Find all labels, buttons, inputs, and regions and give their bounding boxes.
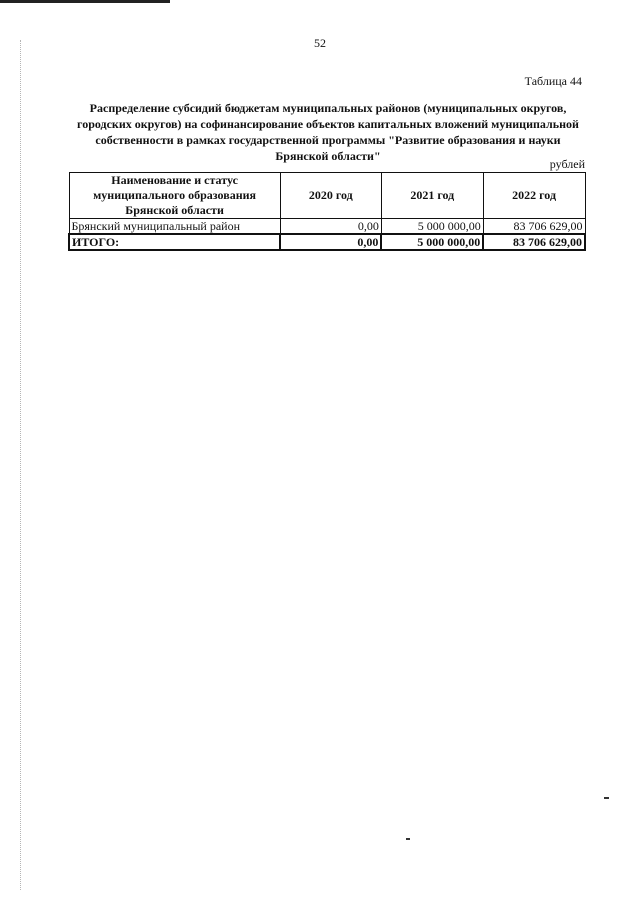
total-2020: 0,00 [280,234,381,250]
cell-2022: 83 706 629,00 [483,219,585,235]
cell-municipality: Брянский муниципальный район [69,219,280,235]
header-2020: 2020 год [280,173,381,219]
table-header-row [69,173,585,219]
header-2021: 2021 год [381,173,483,219]
page-number: 52 [314,36,326,50]
table-label: Таблица 44 [524,74,582,88]
total-2022: 83 706 629,00 [483,234,585,250]
subsidies-table [68,172,586,251]
currency-note: рублей [549,157,585,171]
table-total-row [69,234,585,250]
total-2021: 5 000 000,00 [381,234,483,250]
document-title: Распределение субсидий бюджетам муниципальных районов (муниципальных округов, городских округов) на софинансирование объектов капитальных вложений муниципальной собственности в рамках государственной программы "Развитие образования и науки Брянской области" [77,101,579,163]
top-rule [0,0,170,3]
header-name: Наименование и статус муниципального образования Брянской области [69,173,280,219]
scan-speck [604,797,609,799]
cell-2021: 5 000 000,00 [381,219,483,235]
scan-speck [406,838,410,840]
total-label: ИТОГО: [69,234,280,250]
table-row [69,219,585,235]
scan-margin-dots [20,40,21,890]
header-2022: 2022 год [483,173,585,219]
cell-2020: 0,00 [280,219,381,235]
